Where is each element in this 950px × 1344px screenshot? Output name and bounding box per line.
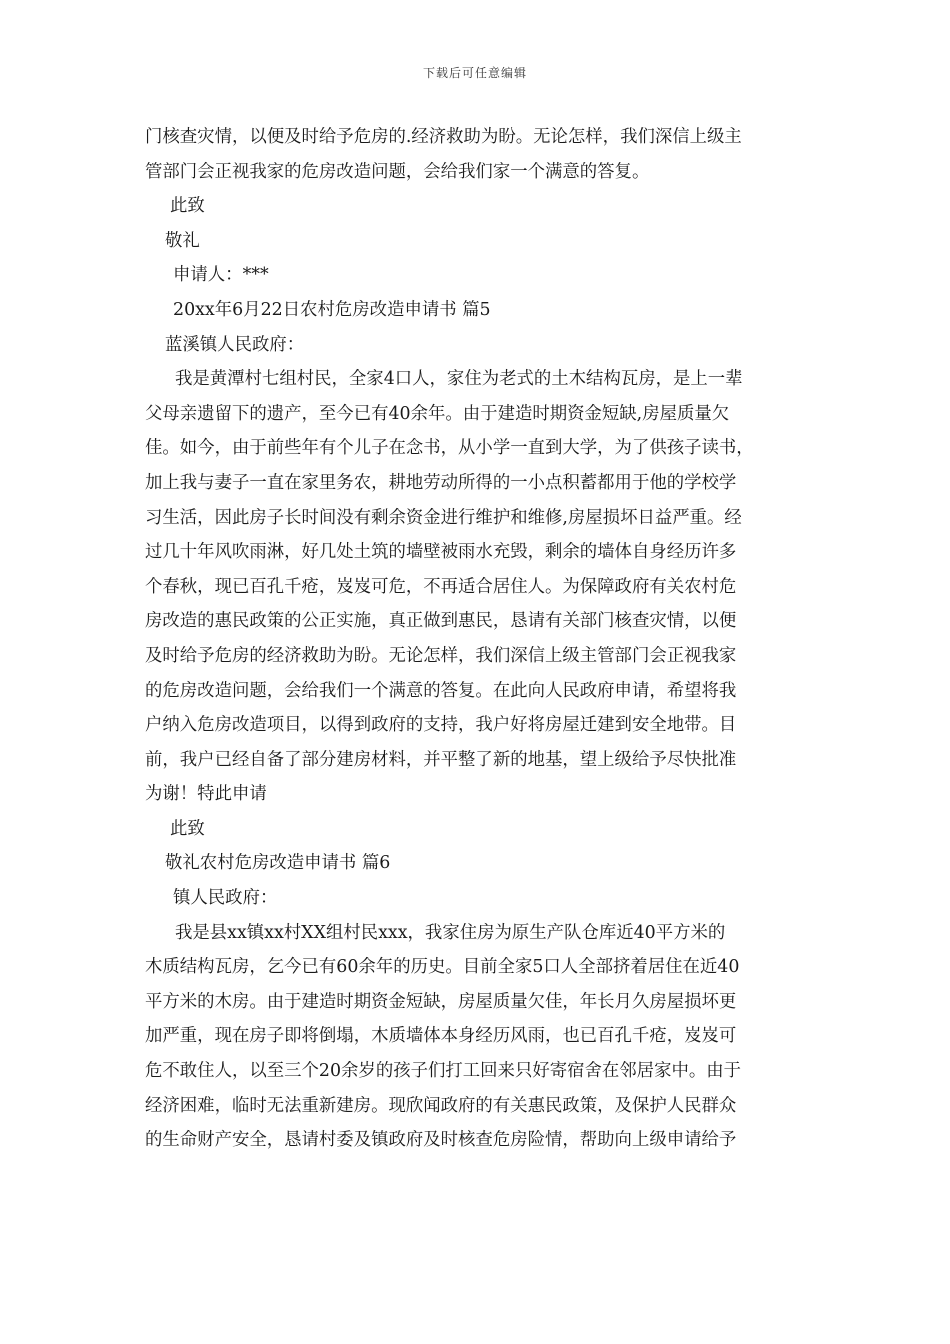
text-line: 经济困难，临时无法重新建房。现欣闻政府的有关惠民政策，及保护人民群众 [145,1095,737,1116]
text-line: 前，我户已经自备了部分建房材料，并平整了新的地基，望上级给予尽快批准 [145,749,737,770]
text-line: 我是黄潭村七组村民，全家4口人，家住为老式的土木结构瓦房，是上一辈 [175,369,743,390]
text-line: 及时给予危房的经济救助为盼。无论怎样，我们深信上级主管部门会正视我家 [145,645,737,666]
text-line: 加严重，现在房子即将倒塌，木质墙体本身经历风雨，也已百孔千疮，岌岌可 [145,1026,737,1047]
text-line: 为谢！特此申请 [145,784,267,805]
document-body [145,120,820,1158]
page-header: 下载后可任意编辑 [422,66,527,80]
text-line: 平方米的木房。由于建造时期资金短缺，房屋质量欠佳，年长月久房屋损坏更 [145,991,737,1012]
text-line: 20xx年6月22日农村危房改造申请书 篇5 [173,299,491,320]
text-line: 危不敢住人，以至三个20余岁的孩子们打工回来只好寄宿舍在邻居家中。由于 [145,1061,742,1082]
text-line: 户纳入危房改造项目，以得到政府的支持，我户好将房屋迁建到安全地带。目 [145,715,737,736]
text-line: 此致 [170,196,205,217]
text-line: 敬礼 [165,230,200,251]
text-line: 过几十年风吹雨淋，好几处土筑的墙壁被雨水充毁，剩余的墙体自身经历许多 [145,542,737,563]
text-line: 习生活，因此房子长时间没有剩余资金进行维护和维修,房屋损坏日益严重。经 [145,507,742,528]
text-line: 门核查灾情，以便及时给予危房的.经济救助为盼。无论怎样，我们深信上级主 [145,127,742,147]
text-line: 个春秋，现已百孔千疮，岌岌可危，不再适合居住人。为保障政府有关农村危 [145,576,737,597]
text-line: 的危房改造问题，会给我们一个满意的答复。在此向人民政府申请，希望将我 [145,680,737,701]
text-line: 镇人民政府： [173,888,278,909]
text-line: 房改造的惠民政策的公正实施，真正做到惠民，恳请有关部门核查灾情，以便 [145,611,737,632]
text-line: 此致 [170,818,205,839]
text-line: 父母亲遗留下的遗产，至今已有40余年。由于建造时期资金短缺,房屋质量欠 [145,403,730,424]
text-line: 佳。如今，由于前些年有个儿子在念书，从小学一直到大学，为了供孩子读书， [145,438,754,459]
text-line: 木质结构瓦房，乞今已有60余年的历史。目前全家5口人全部挤着居住在近40 [145,957,740,978]
text-line: 敬礼农村危房改造申请书 篇6 [165,853,391,874]
text-line: 申请人：*** [173,265,269,286]
text-line: 蓝溪镇人民政府： [165,334,305,355]
text-line: 管部门会正视我家的危房改造问题，会给我们家一个满意的答复。 [145,161,650,182]
text-line: 我是县xx镇xx村XX组村民xxx，我家住房为原生产队仓库近40平方米的 [175,922,726,943]
text-line: 加上我与妻子一直在家里务农，耕地劳动所得的一小点积蓄都用于他的学校学 [145,472,737,493]
text-line: 的生命财产安全，恳请村委及镇政府及时核查危房险情，帮助向上级申请给予 [145,1130,737,1151]
